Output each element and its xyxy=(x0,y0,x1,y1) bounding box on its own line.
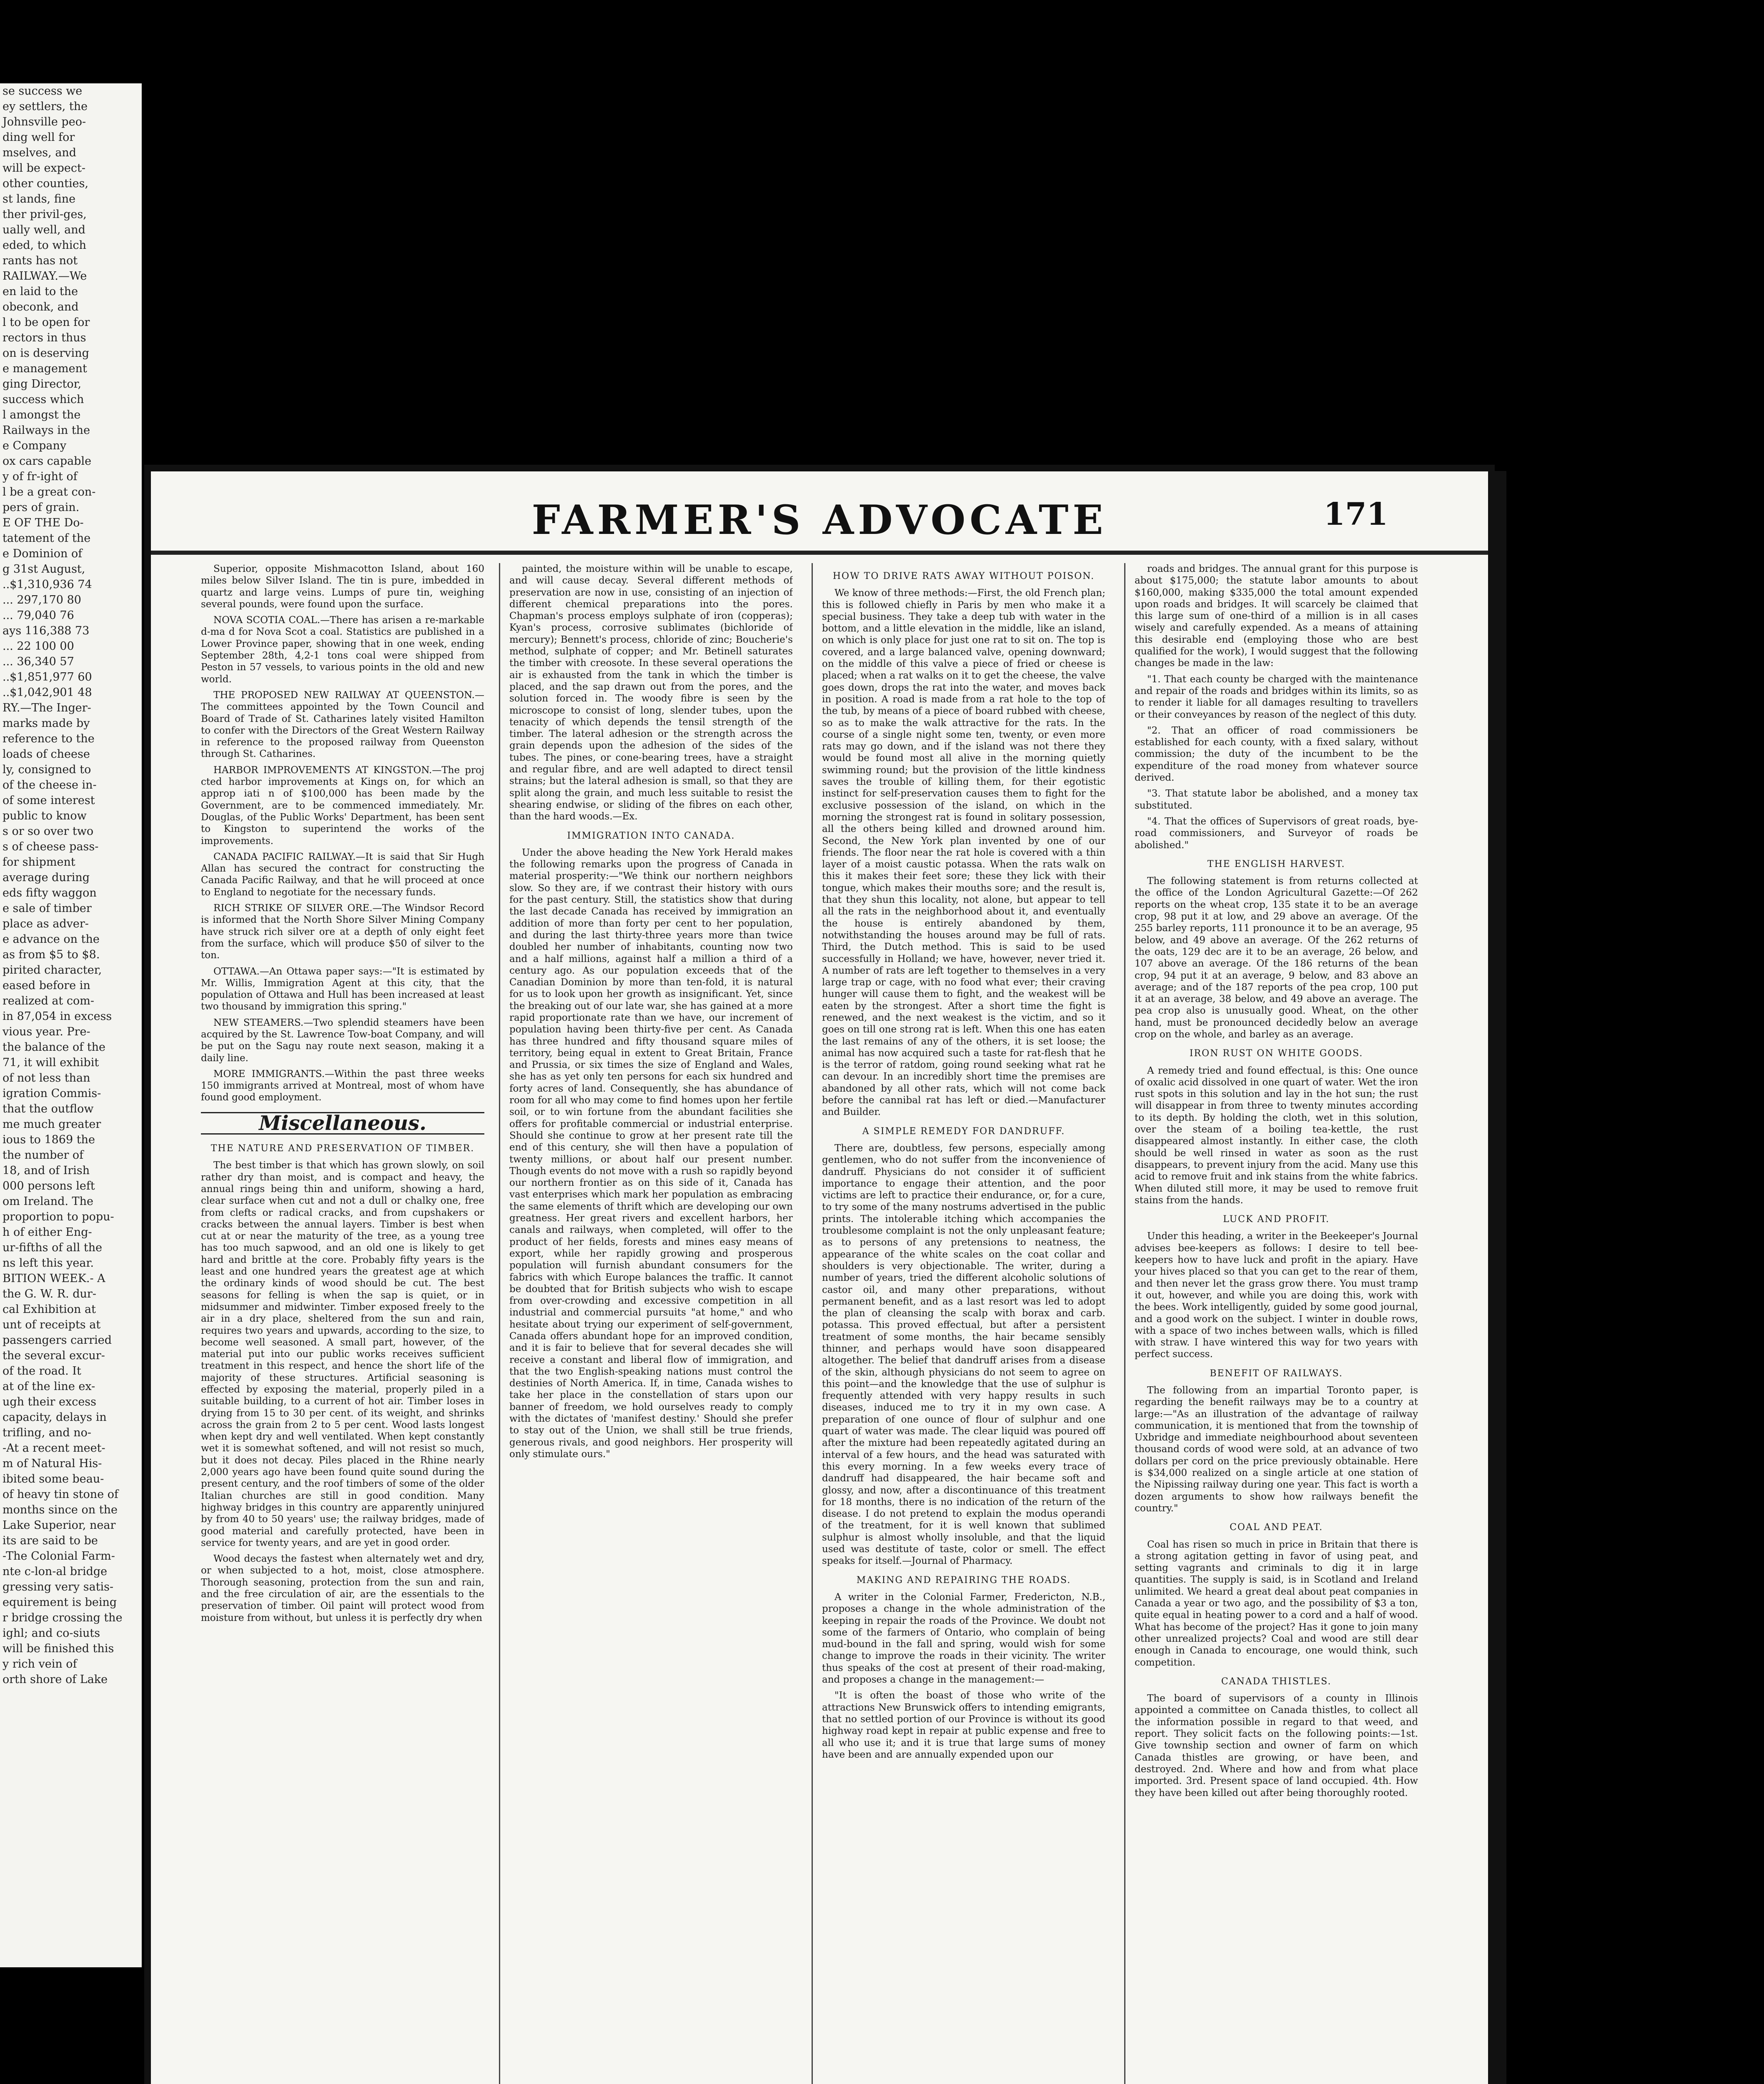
previous-page-line: ... 36,340 57 xyxy=(3,655,74,668)
news-item-nova-scotia-coal: NOVA SCOTIA COAL.—There has arisen a re-markable d-ma d for Nova Scot a coal. Statistics are published in a Lower Province paper, showing that in one week, ending September 28th, 4,2-1 tons coal were shipped from Peston in 57 vessels, to various points in the old and new world. xyxy=(201,615,484,685)
previous-page-line: 18, and of Irish xyxy=(3,1164,90,1177)
previous-page-line: st lands, fine xyxy=(3,193,76,205)
previous-page-line: y rich vein of xyxy=(3,1658,77,1671)
previous-page-line: tatement of the xyxy=(3,532,91,545)
news-item-steamers: NEW STEAMERS.—Two splendid steamers have been acquired by the St. Lawrence Tow-boat Company, and will be put on the Sagu nay route next season, making it a daily line. xyxy=(201,1017,484,1064)
previous-page-line: the balance of the xyxy=(3,1041,106,1054)
previous-page-line: m of Natural His- xyxy=(3,1457,102,1470)
previous-page-line: ..$1,042,901 48 xyxy=(3,686,92,699)
article-paragraph: Under the above heading the New York Herald makes the following remarks upon the progress of Canada in material prosperity:—"We think our northern neighbors slow. So they are, if we contrast their history with ours for the past century. Still, the statistics show that during the last decade Canada has received by immigration an addition of more than forty per cent to her population, and during the last thirty-three years more than twice doubled her number of inhabitants, counting now two and a half millions, against half a million a third of a century ago. As our population exceeds that of the Canadian Dominion by more than ten-fold, it is natural for us to look upon her growth as insignificant. Yet, since the breaking out of our late war, she has gained at a more rapid proportionate rate than we have, our increment of population having been thirty-five per cent. As Canada has three hundred and fifty thousand square miles of territory, being equal in extent to Great Britain, France and Prussia, or six times the size of England and Wales, she has as yet only ten persons for each six hundred and forty acres of land. Consequently, she has abundance of room for all who may come to find homes upon her fertile soil, or to win fortune from the abundant facilities she offers for profitable commercial or industrial enterprise. Should she continue to grow at her present rate till the end of this century, she will then have a population of twenty millions, or about half our present number. Though events do not move with a rush so rapidly beyond our northern frontier as on this side of it, Canada has vast enterprises which mark her population as embracing the same elements of thrift which are developing our own greatness. Her great rivers and excellent harbors, her canals and railways, when completed, will offer to the product of her fields, forests and mines easy means of export, while her rapidly growing and prosperous population will furnish abundant consumers for the fabrics with which Europe balances the traffic. It cannot be doubted that for British subjects who wish to escape from over-crowding and excessive competition in all industrial and commercial pursuits "at home," and who hesitate about trying our experiment of self-government, Canada offers abundant hope for an improved condition, and it is fair to believe that for several decades she will receive a constant and liberal flow of immigration, and that the two English-speaking nations must control the destinies of North America. If, in time, Canada wishes to take her place in the constellation of stars upon our banner of freedom, we hold ourselves ready to comply with the dictates of 'manifest destiny.' Should she prefer to stay out of the Union, we shall still be true friends, generous rivals, and good neighbors. Her prosperity will only stimulate ours." xyxy=(509,847,793,1460)
article-paragraph: There are, doubtless, few persons, especially among gentlemen, who do not suffer from the inconvenience of dandruff. Physicians do not consider it of sufficient importance to engage their attention, and the poor victims are left to practice their endurance, or, for a cure, to try some of the many nostrums advertised in the public prints. The intolerable itching which accompanies the troublesome complaint is not the only unpleasant feature; as to persons of any pretensions to neatness, the appearance of the white scales on the coat collar and shoulders is very objectionable. The writer, during a number of years, tried the different alcoholic solutions of castor oil, and many other preparations, without permanent benefit, and as a last resort was led to adopt the plan of cleansing the scalp with borax and carb. potassa. This proved effectual, but after a persistent treatment of some months, the hair became sensibly thinner, and perhaps would have soon disappeared altogether. The belief that dandruff arises from a disease of the skin, although physicians do not seem to agree on this point—and the knowledge that the use of sulphur is frequently attended with very happy results in such diseases, induced me to try it in my own case. A preparation of one ounce of flour of sulphur and one quart of water was made. The clear liquid was poured off after the mixture had been repeatedly agitated during an interval of a few hours, and the head was saturated with this every morning. In a few weeks every trace of dandruff had disappeared, the hair became soft and glossy, and now, after a discontinuance of this treatment for 18 months, there is no indication of the return of the disease. I do not pretend to explain the modus operandi of the treatment, for it is well known that sublimed sulphur is almost wholly insoluble, and that the liquid used was destitute of taste, color or smell. The effect speaks for itself.—Journal of Pharmacy. xyxy=(822,1142,1105,1567)
previous-page-line: will be finished this xyxy=(3,1642,114,1655)
previous-page-line: ox cars capable xyxy=(3,455,92,468)
previous-page-line: on is deserving xyxy=(3,347,89,360)
previous-page-line: e sale of timber xyxy=(3,902,92,915)
article-heading: HOW TO DRIVE RATS AWAY WITHOUT POISON. xyxy=(832,571,1095,581)
previous-page-line: of the cheese in- xyxy=(3,779,97,792)
column-3 xyxy=(822,563,1105,2084)
previous-page-line: at of the line ex- xyxy=(3,1380,95,1393)
previous-page-line: in 87,054 in excess xyxy=(3,1010,112,1023)
previous-page-line: RAILWAY.—We xyxy=(3,270,87,283)
previous-page-line: s of cheese pass- xyxy=(3,840,99,853)
previous-page-line: that the outflow xyxy=(3,1102,94,1115)
previous-page-line: e advance on the xyxy=(3,933,100,946)
previous-page-line: ey settlers, the xyxy=(3,100,88,113)
previous-page-line: realized at com- xyxy=(3,994,94,1007)
header-rule xyxy=(151,551,1488,555)
previous-page-line: orth shore of Lake xyxy=(3,1673,108,1686)
previous-page-line: the several excur- xyxy=(3,1349,105,1362)
previous-page-line: eased before in xyxy=(3,979,90,992)
previous-page-line: will be expect- xyxy=(3,162,86,175)
previous-page-line: unt of receipts at xyxy=(3,1318,101,1331)
previous-page-line: 71, it will exhibit xyxy=(3,1056,99,1069)
article-paragraph: The following from an impartial Toronto paper, is regarding the benefit railways may be to a country at large:—"As an illustration of the advantage of railway communication, it is mentioned that from the township of Uxbridge and immediate neighbourhood about seventeen thousand cords of wood were sold, at an advance of two dollars per cord on the price previously obtainable. Here is $34,000 realized on a single article at one station of the Nipissing railway during one year. This fact is worth a dozen arguments to show how railways benefit the country." xyxy=(1135,1385,1418,1514)
previous-page-line: ugh their excess xyxy=(3,1395,97,1408)
column-4 xyxy=(1135,563,1418,2084)
previous-page-line: for shipment xyxy=(3,856,75,869)
previous-page-line: ... 22 100 00 xyxy=(3,640,74,653)
previous-page-line: 000 persons left xyxy=(3,1180,95,1192)
previous-page-line: of not less than xyxy=(3,1072,90,1085)
article-paragraph: The best timber is that which has grown slowly, on soil rather dry than moist, and is compact and heavy, the annual rings being thin and uniform, showing a hard, clear surface when cut and not a dull or chalky one, free from clefts or radical cracks, and from cupshakers or cracks between the annual layers. Timber is best when cut at or near the maturity of the tree, as a young tree has too much sapwood, and an old one is likely to get hard and brittle at the core. Probably fifty years is the least and one hundred years the greatest age at which the ordinary kinds of wood should be cut. The best seasons for felling is when the sap is quiet, or in midsummer and midwinter. Timber exposed freely to the air in a dry place, sheltered from the sun and rain, requires two years and upwards, according to the size, to become well seasoned. A small part, however, of the material put into our public works receives sufficient treatment in this respect, and hence the short life of the majority of these structures. Artificial seasoning is effected by exposing the material, properly piled in a suitable building, to a current of hot air. Timber loses in drying from 15 to 30 per cent. of its weight, and shrinks across the grain from 2 to 5 per cent. Wood lasts longest when kept dry and well ventilated. When kept constantly wet it is somewhat softened, and will not resist so much, but it does not decay. Piles placed in the Rhine nearly 2,000 years ago have been found quite sound during the present century, and the roof timbers of some of the older Italian churches are still in good condition. Many highway bridges in this country are apparently uninjured by from 40 to 50 years' use; the railway bridges, made of good material and carefully protected, have been in service for twenty years, and are yet in good order. xyxy=(201,1160,484,1548)
previous-page-line: ..$1,310,936 74 xyxy=(3,578,92,591)
previous-page-line: y of fr-ight of xyxy=(3,470,78,483)
previous-page-line: ther privil-ges, xyxy=(3,208,87,221)
previous-page-line: as from $5 to $8. xyxy=(3,948,100,961)
article-heading: THE ENGLISH HARVEST. xyxy=(1207,859,1346,869)
previous-page-line: eds fifty waggon xyxy=(3,887,97,899)
article-heading: THE NATURE AND PRESERVATION OF TIMBER. xyxy=(210,1143,475,1154)
article-paragraph: "It is often the boast of those who write of the attractions New Brunswick offers to intending emigrants, that no settled portion of our Province is without its good highway road kept in repair at public expense and free to all who use it; and it is true that large sums of money have been and are annually expended upon our xyxy=(822,1690,1105,1760)
previous-page-line: ur-fifths of all the xyxy=(3,1241,103,1254)
previous-page-line: pers of grain. xyxy=(3,501,80,514)
previous-page-line: ighl; and co-siuts xyxy=(3,1627,100,1640)
previous-page-line: g 31st August, xyxy=(3,563,85,576)
previous-page-line: l amongst the xyxy=(3,408,81,421)
previous-page-line: months since on the xyxy=(3,1503,118,1516)
article-heading: IMMIGRATION INTO CANADA. xyxy=(567,830,735,841)
previous-page-line: e Company xyxy=(3,439,67,452)
article-heading: IRON RUST ON WHITE GOODS. xyxy=(1189,1048,1363,1059)
article-heading: MAKING AND REPAIRING THE ROADS. xyxy=(856,1575,1071,1586)
previous-page-line: loads of cheese xyxy=(3,748,90,761)
article-paragraph: Coal has risen so much in price in Britain that there is a strong agitation getting in favor of using peat, and setting vagrants and criminals to dig it in large quantities. The supply is said, is in Scotland and Ireland unlimited. We heard a great deal about peat companies in Canada a year or two ago, and the possibility of $3 a ton, quite equal in heating power to a cord and a half of wood. What has become of the project? Has it gone to join many other unrealized projects? Coal and wood are still dear enough in Canada to encourage, one would think, such competition. xyxy=(1135,1539,1418,1668)
article-paragraph: "3. That statute labor be abolished, and a money tax substituted. xyxy=(1135,788,1418,811)
article-paragraph: The board of supervisors of a county in Illinois appointed a committee on Canada thistles, to collect all the information possible in regard to that weed, and report. They solicit facts on the following points:—1st. Give township section and owner of farm on which Canada thistles are growing, or have been, and destroyed. 2nd. Where and how and from what place imported. 3rd. Present space of land occupied. 4th. How they have been killed out after being thoroughly rooted. xyxy=(1135,1693,1418,1798)
previous-page-line: nte c-lon-al bridge xyxy=(3,1565,108,1578)
masthead-title: FARMER'S ADVOCATE xyxy=(531,496,1108,544)
news-item-queenston-railway: THE PROPOSED NEW RAILWAY AT QUEENSTON.—The committees appointed by the Town Council and Board of Trade of St. Catharines lately visited Hamilton to confer with the Directors of the Great Western Railway in reference to the proposed railway from Queenston through St. Catharines. xyxy=(201,689,484,760)
previous-page-line: its are said to be xyxy=(3,1534,98,1547)
article-paragraph: roads and bridges. The annual grant for this purpose is about $175,000; the statute labor amounts to about $160,000, making $335,000 the total amount expended upon roads and bridges. It will scarcely be claimed that this large sum of one-third of a million is in all cases wisely and carefully expended. As a means of attaining this desirable end (employing those who are best qualified for the work), I would suggest that the following changes be made in the law: xyxy=(1135,564,1418,669)
previous-page-line: ibited some beau- xyxy=(3,1473,104,1485)
previous-page-line: the G. W. R. dur- xyxy=(3,1287,96,1300)
previous-page-line: vious year. Pre- xyxy=(3,1025,90,1038)
article-paragraph: A writer in the Colonial Farmer, Fredericton, N.B., proposes a change in the whole administration of the keeping in repair the roads of the Province. We doubt not some of the farmers of Ontario, who complain of being mud-bound in the fall and spring, would wish for some change to improve the roads in their vicinity. The writer thus speaks of the cost at present of their road-making, and proposes a change in the management:— xyxy=(822,1591,1105,1686)
previous-page-line: om Ireland. The xyxy=(3,1195,93,1208)
previous-page-line: ... 79,040 76 xyxy=(3,609,74,622)
previous-page-line: e Dominion of xyxy=(3,547,83,560)
previous-page-line: of the road. It xyxy=(3,1365,81,1378)
previous-page-line: reference to the xyxy=(3,732,95,745)
section-title-miscellaneous: Miscellaneous. xyxy=(201,1112,484,1135)
column-divider xyxy=(1124,563,1125,2084)
previous-page-line: obeconk, and xyxy=(3,301,79,313)
previous-page-line: cal Exhibition at xyxy=(3,1303,96,1316)
previous-page-line: average during xyxy=(3,871,90,884)
previous-page-line: ious to 1869 the xyxy=(3,1133,95,1146)
previous-page-line: Lake Superior, near xyxy=(3,1519,116,1532)
previous-page-line: pirited character, xyxy=(3,964,102,977)
article-paragraph: Under this heading, a writer in the Beekeeper's Journal advises bee-keepers as follows: I desire to tell bee-keepers how to have luck and profit in the apiary. Have your hives placed so that you can get to the rear of them, and then never let the grass grow there. You must tramp it out, however, and while you are doing this, work with the bees. Work intelligently, guided by some good journal, and a good work on the subject. I winter in double rows, with a space of two inches between walls, which is filled with straw. I have wintered this way for two years with perfect success. xyxy=(1135,1231,1418,1360)
previous-page-line: en laid to the xyxy=(3,285,78,298)
article-paragraph: painted, the moisture within will be unable to escape, and will cause decay. Several different methods of preservation are now in use, consisting of an injection of different chemical preparations into the pores. Chapman's process employs sulphate of iron (copperas); Kyan's process, corrosive sublimates (bichloride of mercury); Bennett's process, chloride of zinc; Boucherie's method, sulphate of copper; and Mr. Betinell saturates the timber with creosote. In these several operations the air is exhausted from the tank in which the timber is placed, and the sap drawn out from the pores, and the solution forced in. The woody fibre is seen by the microscope to consist of long, slender tubes, upon the tenacity of which depends the tensil strength of the timber. The lateral adhesion or the strength across the grain depends upon the adhesion of the sides of the tubes. The pines, or cone-bearing trees, have a straight and regular fibre, and are well adapted to direct tensil strains; but the lateral adhesion is small, so that they are split along the grain, and much less suitable to resist the shearing endwise, or sliding of the fibres on each other, than the hard woods.—Ex. xyxy=(509,564,793,822)
previous-page-line: eded, to which xyxy=(3,239,87,252)
previous-page-line: l to be open for xyxy=(3,316,90,329)
previous-page-line: ually well, and xyxy=(3,223,85,236)
news-item-silver-ore: RICH STRIKE OF SILVER ORE.—The Windsor Record is informed that the North Shore Silver Mining Company have struck rich silver ore at a depth of only eight feet from the surface, which will produce $50 of silver to the ton. xyxy=(201,903,484,961)
previous-page-line: s or so over two xyxy=(3,825,94,838)
previous-page-line: r bridge crossing the xyxy=(3,1611,123,1624)
article-paragraph: Wood decays the fastest when alternately wet and dry, or when subjected to a hot, moist, close atmosphere. Thorough seasoning, protection from the sun and rain, and the free circulation of air, are the essentials to the preservation of timber. Oil paint will protect wood from moisture from without, but unless it is perfectly dry when xyxy=(201,1553,484,1623)
previous-page-line: proportion to popu- xyxy=(3,1210,114,1223)
previous-page-line: public to know xyxy=(3,809,87,822)
article-paragraph: A remedy tried and found effectual, is this: One ounce of oxalic acid dissolved in one quart of water. Wet the iron rust spots in this solution and lay in the hot sun; the rust will disappear in from three to twenty minutes according to its depth. By holding the cloth, wet in this solution, over the steam of a boiling tea-kettle, the rust disappeared almost instantly. In either case, the cloth should be well rinsed in water as soon as the rust disappears, to prevent injury from the acid. Many use this acid to remove fruit and ink stains from the white fabrics. When diluted still more, it may be used to remove fruit stains from the hands. xyxy=(1135,1065,1418,1206)
news-item-ottawa: OTTAWA.—An Ottawa paper says:—"It is estimated by Mr. Willis, Immigration Agent at this city, that the population of Ottawa and Hull has been increased at least two thousand by immigration this spring." xyxy=(201,966,484,1012)
article-paragraph: Superior, opposite Mishmacotton Island, about 160 miles below Silver Island. The tin is pure, imbedded in quartz and large veins. Lumps of pure tin, weighing several pounds, were found upon the surface. xyxy=(201,564,484,610)
previous-page-line: passengers carried xyxy=(3,1334,112,1347)
article-heading: CANADA THISTLES. xyxy=(1221,1676,1332,1687)
previous-page-line: ays 116,388 73 xyxy=(3,624,90,637)
previous-page-line: marks made by xyxy=(3,717,90,730)
article-paragraph: "2. That an officer of road commissioners be established for each county, with a fixed salary, without commission; the duty of the incumbent to be the expenditure of the road money from whatever source derived. xyxy=(1135,725,1418,784)
previous-page-line: ding well for xyxy=(3,131,75,144)
newspaper-page xyxy=(144,465,1495,2084)
previous-page-line: me much greater xyxy=(3,1118,101,1131)
previous-page-line: ... 297,170 80 xyxy=(3,594,81,606)
article-heading: LUCK AND PROFIT. xyxy=(1223,1214,1330,1225)
previous-page-line: -The Colonial Farm- xyxy=(3,1550,115,1563)
previous-page-line: of some interest xyxy=(3,794,95,807)
page-number: 171 xyxy=(1323,496,1388,532)
column-2 xyxy=(509,563,793,2084)
previous-page-line: Railways in the xyxy=(3,424,90,437)
article-paragraph: "4. That the offices of Supervisors of great roads, bye-road commissioners, and Surveyor of roads be abolished." xyxy=(1135,816,1418,851)
previous-page-line: equirement is being xyxy=(3,1596,117,1609)
news-item-canada-pacific: CANADA PACIFIC RAILWAY.—It is said that Sir Hugh Allan has secured the contract for constructing the Canada Pacific Railway, and that he will proceed at once to England to negotiate for the necessary funds. xyxy=(201,851,484,898)
previous-page-line: -At a recent meet- xyxy=(3,1442,105,1455)
previous-page-line: of heavy tin stone of xyxy=(3,1488,119,1501)
previous-page-line: mselves, and xyxy=(3,146,77,159)
article-heading: COAL AND PEAT. xyxy=(1229,1522,1323,1533)
previous-page-line: rants has not xyxy=(3,254,78,267)
previous-page-line: capacity, delays in xyxy=(3,1411,107,1424)
previous-page-line: igration Commis- xyxy=(3,1087,101,1100)
previous-page-line: trifling, and no- xyxy=(3,1426,91,1439)
article-paragraph: "1. That each county be charged with the maintenance and repair of the roads and bridges within its limits, so as to render it liable for all damages resulting to travellers or their conveyances by reason of the neglect of this duty. xyxy=(1135,674,1418,720)
previous-page-line: h of either Eng- xyxy=(3,1226,92,1239)
article-paragraph: We know of three methods:—First, the old French plan; this is followed chiefly in Paris by men who make it a special business. They take a deep tub with water in the bottom, and a little elevation in the middle, like an island, on which is only place for just one rat to sit on. The top is covered, and a large balanced valve, opening downward; on the middle of this valve a piece of fried or cheese is placed; when a rat walks on it to get the cheese, the valve goes down, drops the rat into the water, and moves back in position. A road is made from a rat hole to the top of the tub, by means of a piece of board rubbed with cheese, so as to make the walk attractive for the rats. In the course of a single night some ten, twenty, or even more rats may go down, and if the island was not there they would be found most all alive in the morning quietly swimming round; but the provision of the little kindness saves the trouble of killing them, for their egotistic instinct for self-preservation causes them to fight for the exclusive possession of the island, on which in the morning the strongest rat is found in solitary possession, all the others being killed and drowned around him. Second, the New York plan invented by one of our friends. The floor near the rat hole is covered with a thin layer of a moist caustic potassa. When the rats walk on this it makes their feet sore; these they lick with their tongue, which makes their mouths sore; and the result is, that they shun this locality, not alone, but appear to tell all the rats in the neighborhood about it, and eventually the house is entirely abandoned by them, notwithstanding the houses around may be full of rats. Third, the Dutch method. This is said to be used successfully in Holland; we have, however, never tried it. A number of rats are left together to themselves in a very large trap or cage, with no food what ever; their craving hunger will cause them to fight, and the weakest will be eaten by the strongest. After a short time the fight is renewed, and the next weakest is the victim, and so it goes on till one strong rat is left. When this one has eaten the last remains of any of the others, it is set loose; the animal has now acquired such a taste for rat-flesh that he is the terror of ratdom, going round seeking what rat he can devour. In an incredibly short time the premises are abandoned by all other rats, which will not come back before the cannibal rat has left or died.—Manufacturer and Builder. xyxy=(822,588,1105,1118)
previous-page-line: rectors in thus xyxy=(3,331,86,344)
previous-page-line: e management xyxy=(3,362,87,375)
previous-page-line: se success we xyxy=(3,85,83,98)
previous-page-line: other counties, xyxy=(3,177,89,190)
previous-page-line: gressing very satis- xyxy=(3,1581,114,1593)
previous-page-line: l be a great con- xyxy=(3,486,96,498)
news-item-immigrants: MORE IMMIGRANTS.—Within the past three weeks 150 immigrants arrived at Montreal, most of whom have found good employment. xyxy=(201,1068,484,1103)
previous-page-line: Johnsville peo- xyxy=(3,115,86,128)
previous-page-line: success which xyxy=(3,393,84,406)
previous-page-line: ly, consigned to xyxy=(3,763,91,776)
page-binding-edge xyxy=(1495,471,1506,2084)
previous-page-line: ..$1,851,977 60 xyxy=(3,671,92,684)
news-item-kingston-harbor: HARBOR IMPROVEMENTS AT KINGSTON.—The proj cted harbor improvements at Kings on, for which an approp iati n of $100,000 has been made by the Government, are to be commenced immediately. Mr. Douglas, of the Public Works' Department, has been sent to Kingston to superintend the works of the improvements. xyxy=(201,764,484,847)
article-heading: BENEFIT OF RAILWAYS. xyxy=(1210,1368,1343,1379)
previous-page-line: E OF THE Do- xyxy=(3,516,84,529)
previous-page-line: place as adver- xyxy=(3,917,89,930)
previous-page-fragment xyxy=(0,83,142,1967)
previous-page-line: BITION WEEK.- A xyxy=(3,1272,105,1285)
previous-page-line: ns left this year. xyxy=(3,1257,94,1270)
previous-page-line: RY.—The Inger- xyxy=(3,701,91,714)
column-divider xyxy=(812,563,813,2084)
page-header xyxy=(151,496,1488,546)
previous-page-line: the number of xyxy=(3,1149,84,1162)
column-divider xyxy=(499,563,500,2084)
column-1 xyxy=(201,563,484,2084)
article-paragraph: The following statement is from returns collected at the office of the London Agricultural Gazette:—Of 262 reports on the wheat crop, 135 state it to be an average crop, 98 put it at low, and 29 above an average. Of the 255 barley reports, 111 pronounce it to be an average, 95 below, and 49 above an average. Of the 262 returns of the oats, 129 dec are it to be an average, 26 below, and 107 above an average. Of the 186 returns of the bean crop, 94 put it at an average, 9 below, and 83 above an average; and of the 187 reports of the pea crop, 100 put it at an average, 38 below, and 49 above an average. The pea crop also is unusually good. Wheat, on the other hand, must be pronounced decidedly below an average crop on the whole, and barley as an average. xyxy=(1135,876,1418,1040)
article-heading: A SIMPLE REMEDY FOR DANDRUFF. xyxy=(862,1126,1065,1137)
previous-page-line: ging Director, xyxy=(3,378,82,391)
